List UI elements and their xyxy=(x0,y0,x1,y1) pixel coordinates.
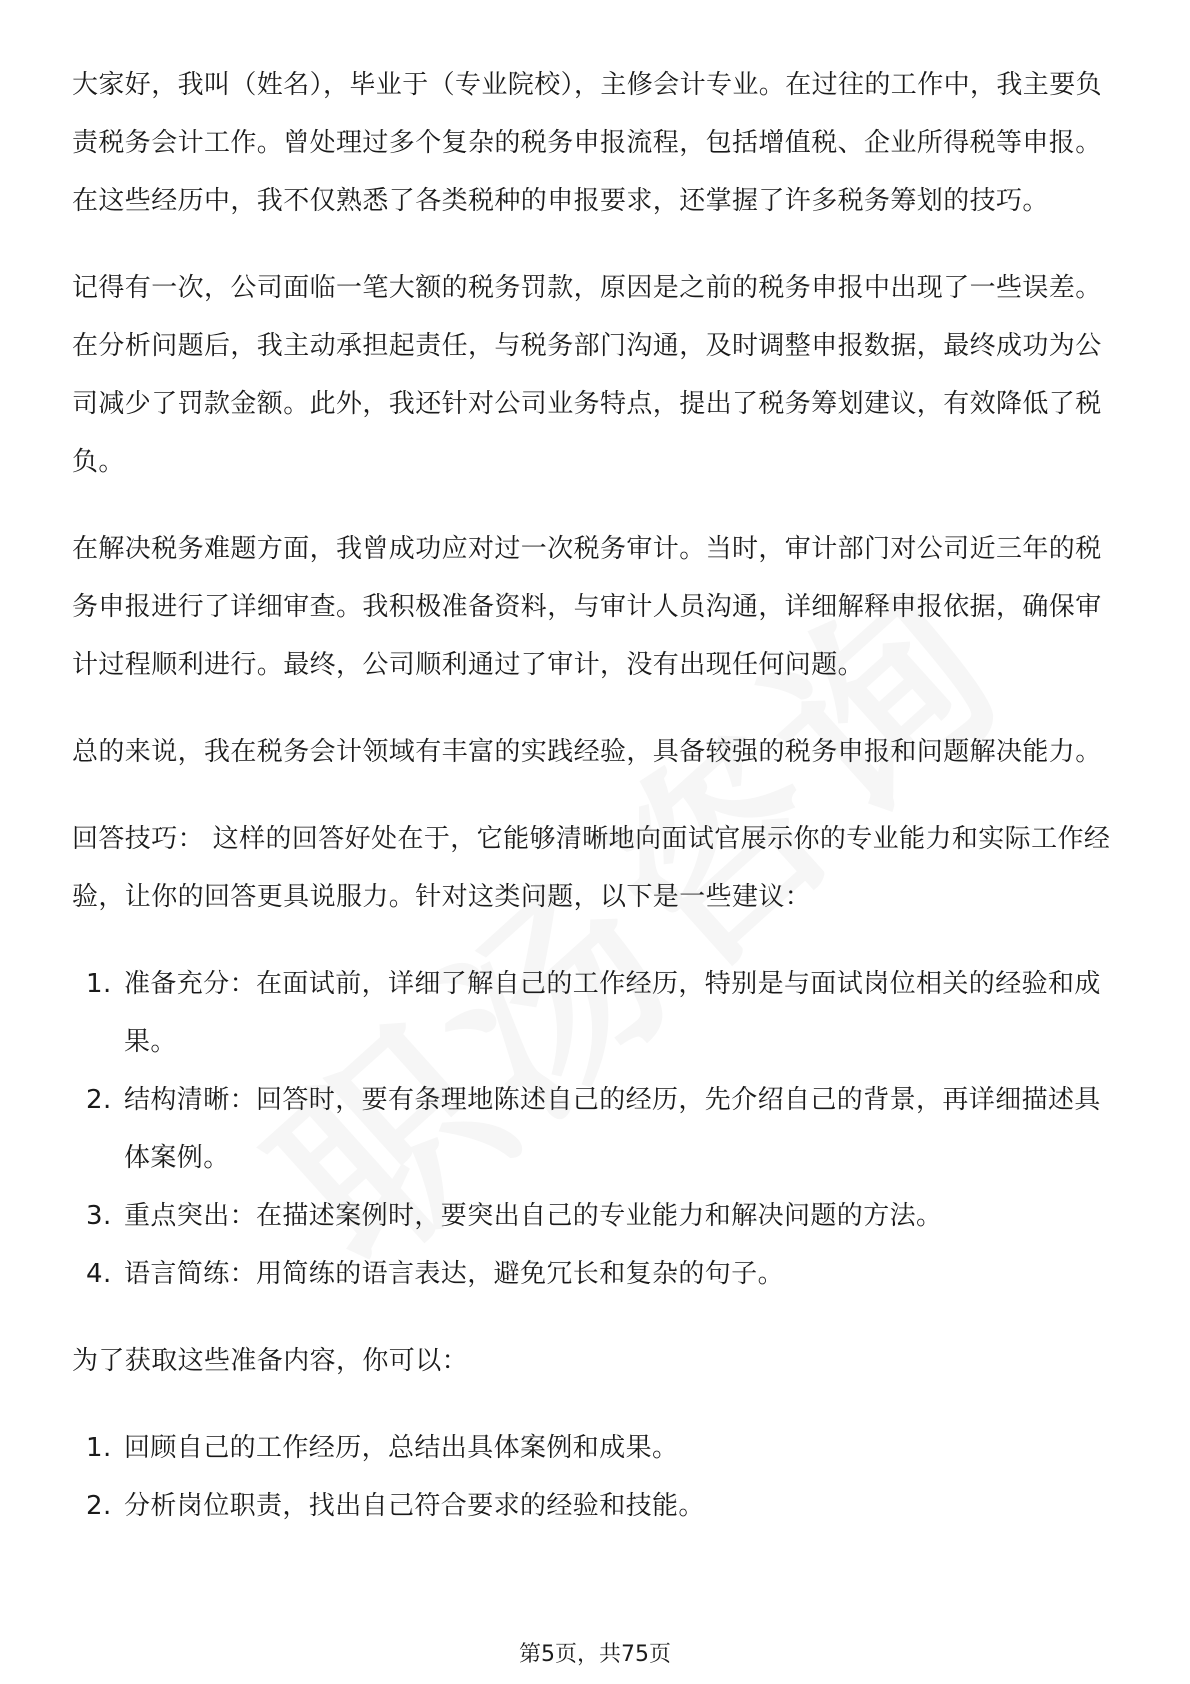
steps-list xyxy=(72,1419,1117,1535)
paragraph-penalty-case: 记得有一次，公司面临一笔大额的税务罚款，原因是之前的税务申报中出现了一些误差。在分析问题后，我主动承担起责任，与税务部门沟通，及时调整申报数据，最终成功为公司减少了罚款金额。此外，我还针对公司业务特点，提出了税务筹划建议，有效降低了税负。 xyxy=(72,273,1102,477)
spacer xyxy=(72,1390,1117,1419)
list-item xyxy=(72,1419,1117,1477)
list-item xyxy=(72,1187,1117,1245)
paragraph-preparation: 为了获取这些准备内容，你可以： xyxy=(72,1346,469,1376)
list-number: 2. xyxy=(86,1085,112,1115)
list-item-text: 语言简练：用简练的语言表达，避免冗长和复杂的句子。 xyxy=(124,1259,785,1289)
list-item-text: 回顾自己的工作经历，总结出具体案例和成果。 xyxy=(124,1433,679,1463)
list-number: 3. xyxy=(86,1201,112,1231)
list-number: 2. xyxy=(86,1491,112,1521)
list-item-text: 准备充分：在面试前，详细了解自己的工作经历，特别是与面试岗位相关的经验和成果。 xyxy=(124,969,1101,1057)
list-item-text: 重点突出：在描述案例时，要突出自己的专业能力和解决问题的方法。 xyxy=(124,1201,943,1231)
list-number: 1. xyxy=(86,969,112,999)
list-number: 4. xyxy=(86,1259,112,1289)
list-item-text: 结构清晰：回答时，要有条理地陈述自己的经历，先介绍自己的背景，再详细描述具体案例。 xyxy=(124,1085,1101,1173)
paragraph-summary: 总的来说，我在税务会计领域有丰富的实践经验，具备较强的税务申报和问题解决能力。 xyxy=(72,737,1102,767)
spacer xyxy=(72,926,1117,955)
document-body xyxy=(72,56,1117,1535)
list-item-text: 分析岗位职责，找出自己符合要求的经验和技能。 xyxy=(124,1491,705,1521)
list-item xyxy=(72,1245,1117,1303)
list-item xyxy=(72,955,1117,1071)
page-number-footer: 第5页，共75页 xyxy=(519,1642,671,1667)
tips-list xyxy=(72,955,1117,1303)
paragraph-answer-tips: 回答技巧： 这样的回答好处在于，它能够清晰地向面试官展示你的专业能力和实际工作经验，让你的回答更具说服力。针对这类问题，以下是一些建议： xyxy=(72,824,1111,912)
spacer xyxy=(72,1303,1117,1332)
list-item xyxy=(72,1477,1117,1535)
paragraph-audit-case: 在解决税务难题方面，我曾成功应对过一次税务审计。当时，审计部门对公司近三年的税务申报进行了详细审查。我积极准备资料，与审计人员沟通，详细解释申报依据，确保审计过程顺利进行。最终，公司顺利通过了审计，没有出现任何问题。 xyxy=(72,534,1102,680)
list-item xyxy=(72,1071,1117,1187)
list-number: 1. xyxy=(86,1433,112,1463)
paragraph-intro: 大家好，我叫（姓名），毕业于（专业院校），主修会计专业。在过往的工作中，我主要负责税务会计工作。曾处理过多个复杂的税务申报流程，包括增值税、企业所得税等申报。在这些经历中，我不仅熟悉了各类税种的申报要求，还掌握了许多税务筹划的技巧。 xyxy=(72,70,1103,216)
